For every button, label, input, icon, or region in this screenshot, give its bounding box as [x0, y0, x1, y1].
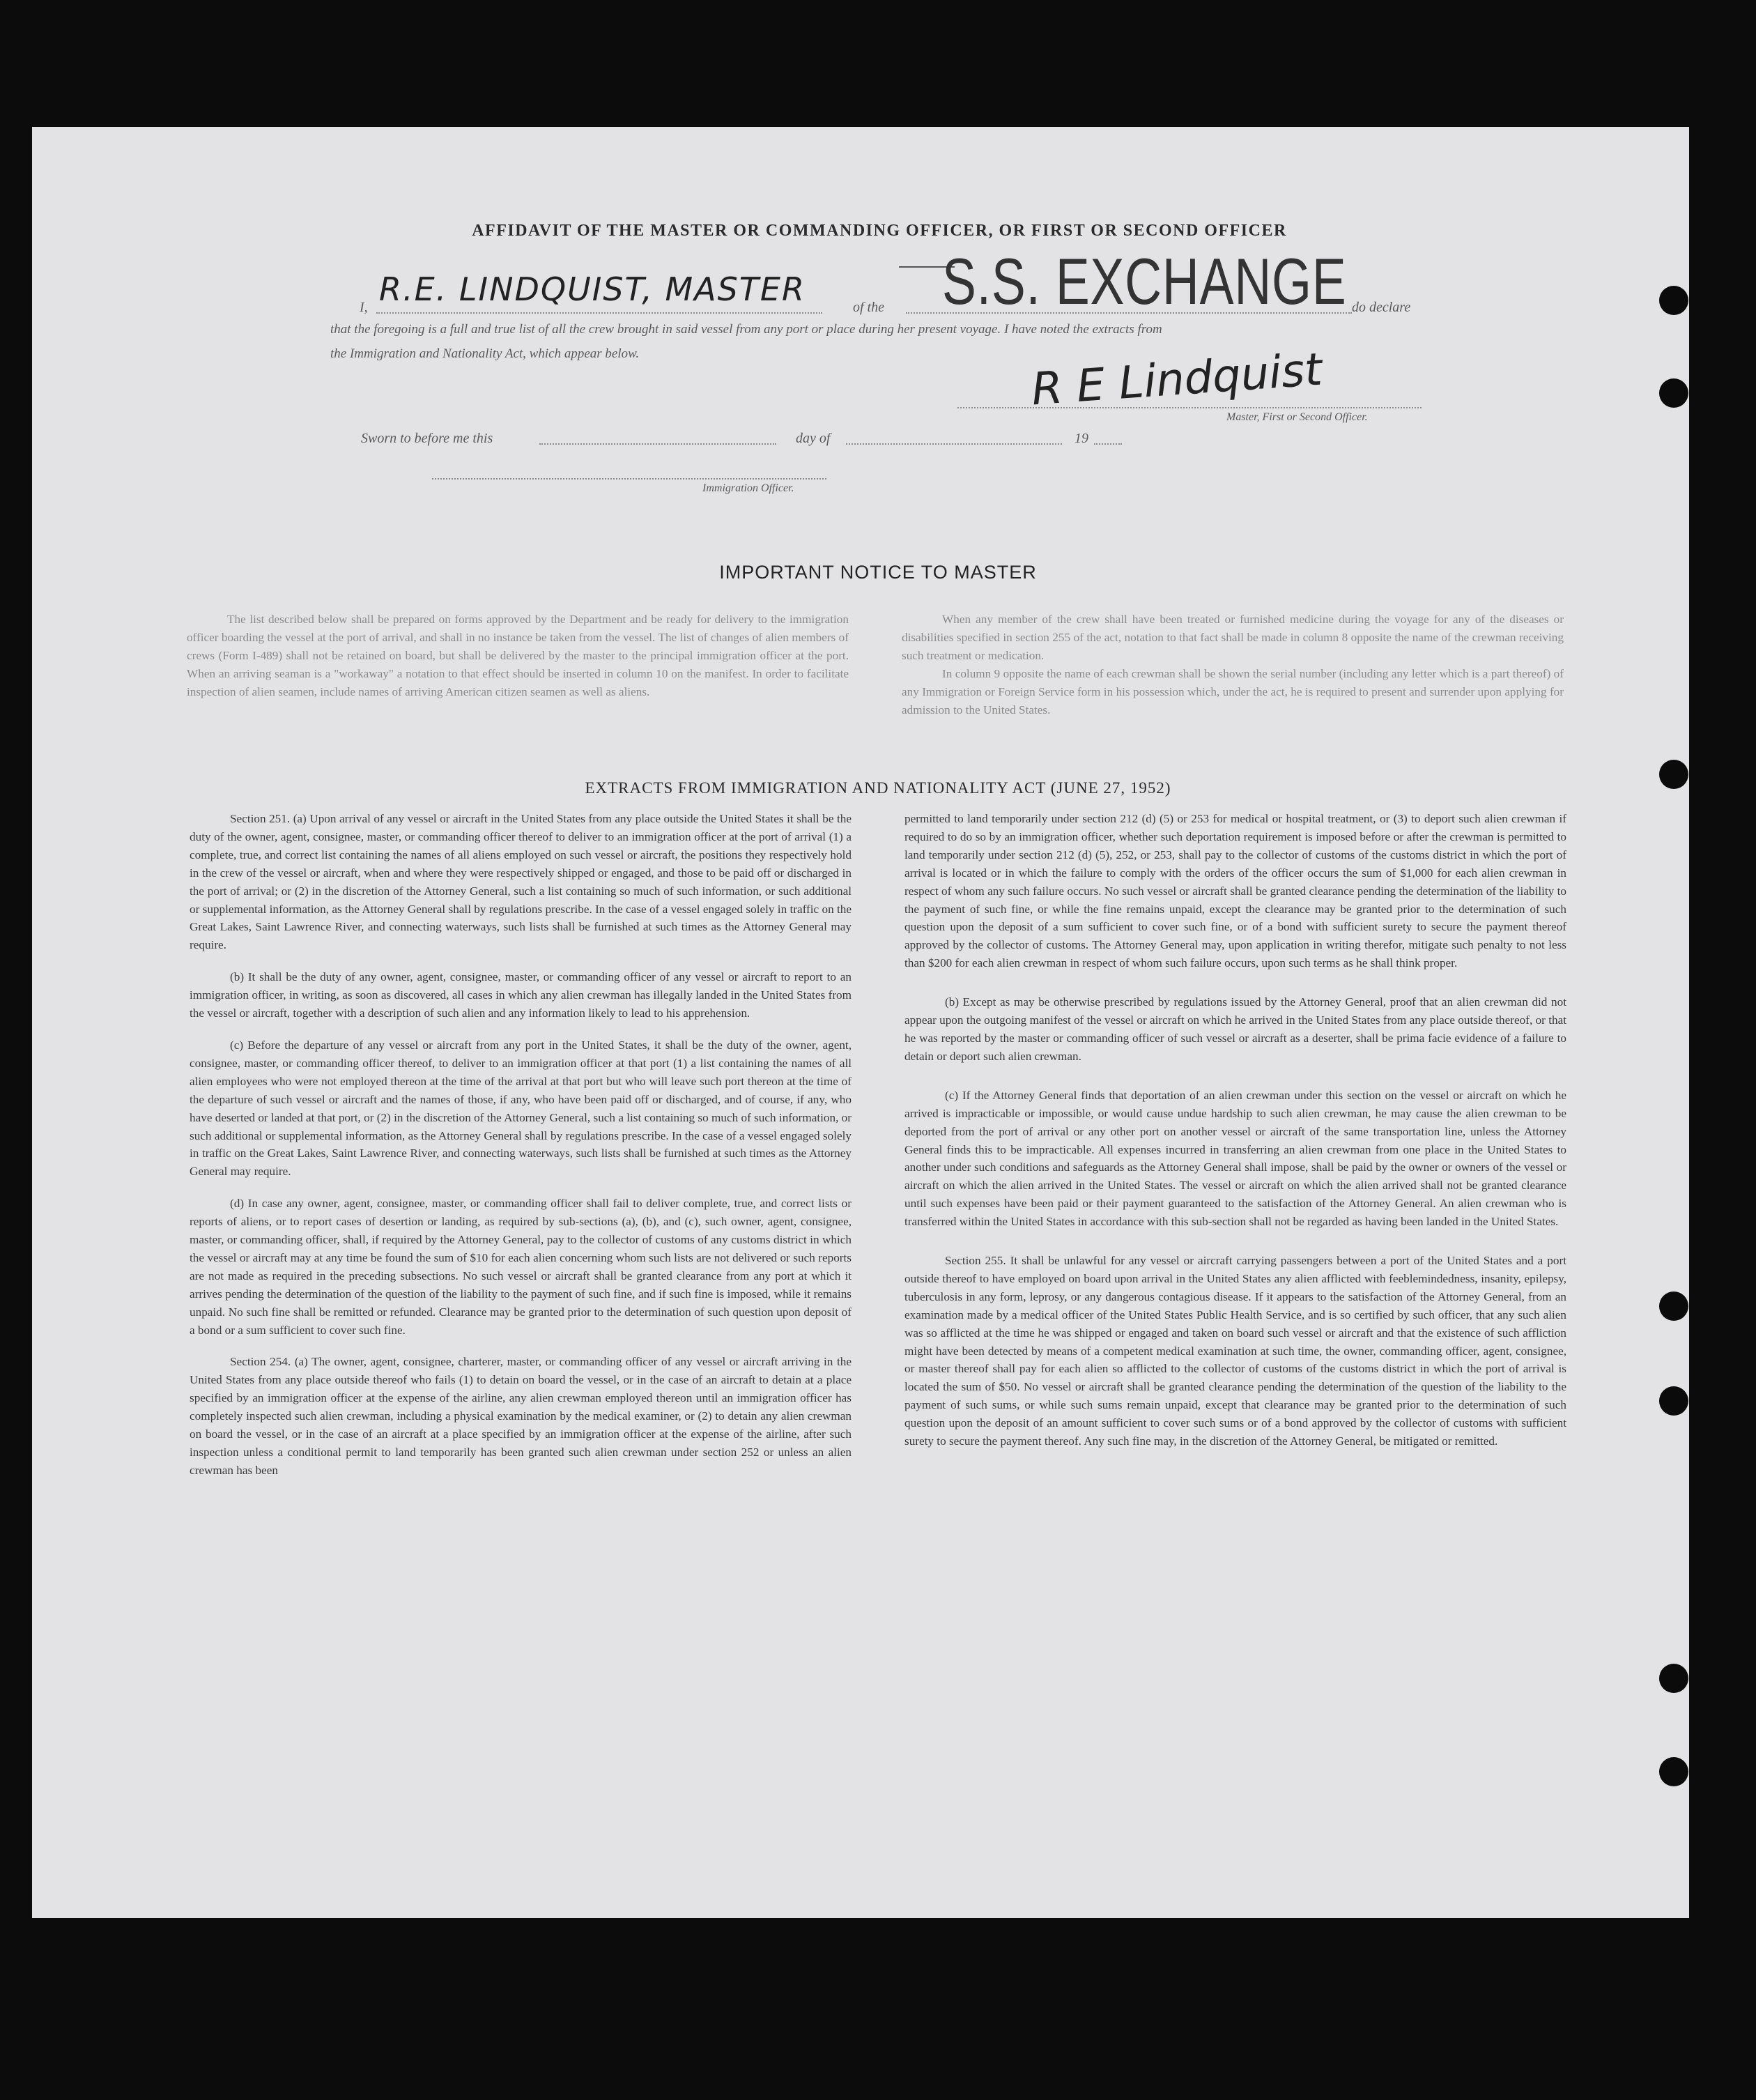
section-251-a: Section 251. (a) Upon arrival of any vessel or aircraft in the United States from any place outside the United States it shall be the duty of the owner, agent, consignee, master, or commanding officer thereof to deliver to an immigration officer at the port of arrival (1) a complete, true, and correct list containing the names of all aliens employed on such vessel or aircraft, the positions they respectively hold in the crew of the vessel or aircraft, when and where they were respectively shipped or engaged, and those to be paid off or discharged in the port of arrival; or (2) in the discretion of the Attorney General, such a list containing so much of such information, or such additional or supplemental information, as the Attorney General shall by regulations prescribe. In the case of a vessel engaged solely in traffic on the Great Lakes, Saint Lawrence River, and connecting waterways, such lists shall be furnished at such times as the Attorney General may require. [190, 812, 852, 952]
section-251-b: (b) It shall be the duty of any owner, agent, consignee, master, or commanding officer of any vessel or aircraft to report to an immigration officer, in writing, as soon as discovered, all cases in which any alien crewman has illegally landed in the United States from the vessel or aircraft, together with a description of such alien and any information likely to lead to his apprehension. [190, 970, 852, 1020]
of-the-label: of the [853, 300, 884, 315]
section-254-c: (c) If the Attorney General finds that deportation of an alien crewman under this section on the vessel or aircraft on which he arrived is impracticable or impossible, or would cause undue hardship to such alien crewman, he may cause the alien crewman to be deported from the port of arrival or any other port on another vessel or aircraft of the same transportation line, unless the Attorney General finds this to be impracticable. All expenses incurred in transferring an alien crewman from one place in the United States to another under such conditions and safeguards as the Attorney General shall impose, shall be paid by the owner or owners of the vessel or aircraft on which the alien arrived in the United States. The vessel or aircraft on which the alien arrived shall not be granted clearance until such expenses have been paid or their payment guaranteed to the satisfaction of the Attorney General. An alien crewman who is transferred within the United States in accordance with this sub-section shall not be regarded as having been landed in the United States. [904, 1088, 1566, 1229]
name-line [376, 312, 822, 314]
extracts-right-column [904, 810, 1566, 1450]
sworn-day-line [539, 443, 776, 445]
notice-left-column [187, 611, 849, 701]
binder-hole [1659, 286, 1688, 315]
binder-hole [1659, 1386, 1688, 1416]
sworn-month-line [846, 443, 1062, 445]
year-line [1094, 443, 1122, 445]
section-254-a: Section 254. (a) The owner, agent, consignee, charterer, master, or commanding officer of any vessel or aircraft arriving in the United States from any place outside thereof who fails (1) to detain on board the vessel, or in the case of an aircraft to detain at a place specified by an immigration officer at the expense of the airline, any alien crewman employed thereon until an immigration officer has completely inspected such alien crewman, including a physical examination by the medical examiner, or (2) to detain any alien crewman on board the vessel, or in the case of an aircraft at a place specified by an immigration officer at the expense of the airline, after such inspection unless a conditional permit to land temporarily has been granted such alien crewman under section 252 or unless an alien crewman has been [190, 1355, 852, 1477]
master-signature: R E Lindquist [1029, 344, 1324, 416]
affidavit-title: AFFIDAVIT OF THE MASTER OR COMMANDING OFFICER, OR FIRST OR SECOND OFFICER [472, 222, 1287, 240]
binder-hole [1659, 1292, 1688, 1321]
extracts-heading: EXTRACTS FROM IMMIGRATION AND NATIONALITY ACT (JUNE 27, 1952) [585, 779, 1171, 797]
section-254-a-continued: permitted to land temporarily under section 212 (d) (5) or 253 for medical or hospital treatment, or (3) to deport such alien crewman if required to do so by an immigration officer, whether such deportation requirement is imposed before or after the crewman is permitted to land temporarily under section 212 (d) (5), 252, or 253, shall pay to the collector of customs of the customs district in which the port of arrival is located or in which the failure to comply with the orders of the officer occurs the sum of $1,000 for each alien crewman in respect of whom any such failure occurs. No such vessel or aircraft shall be granted clearance pending the determination of the liability to the payment of such fine, or while the fine remains unpaid, except the clearance may be granted prior to the determination of such question upon the deposit of a sum sufficient to cover such fine, or of a bond with sufficient surety to secure the payment thereof approved by the collector of customs. The Attorney General may, upon application in writing therefor, mitigate such penalty to not less than $200 for each alien crewman in respect of whom such failure occurs, upon such terms as he shall think proper. [904, 812, 1566, 970]
signature-caption: Master, First or Second Officer. [1226, 411, 1368, 423]
prefix-i: I, [360, 300, 368, 315]
binder-hole [1659, 378, 1688, 408]
handwritten-master-name: R.E. LINDQUIST, MASTER [379, 270, 806, 308]
sworn-text: Sworn to before me this [361, 431, 493, 446]
notice-heading: IMPORTANT NOTICE TO MASTER [719, 562, 1037, 583]
section-255: Section 255. It shall be unlawful for any vessel or aircraft carrying passengers between a port of the United States and a port outside thereof to have employed on board upon arrival in the United States any alien afflicted with feeblemindedness, insanity, epilepsy, tuberculosis in any form, leprosy, or any dangerous contagious disease. If it appears to the satisfaction of the Attorney General, from an examination made by a medical officer of the United States Public Health Service, and is so certified by such officer, that any such alien was so afflicted at the time he was shipped or engaged and taken on board such vessel or aircraft and that the existence of such affliction might have been detected by means of a competent medical examination at such time, the owner, commanding officer, agent, consignee, or master thereof shall pay for each alien so afflicted to the collector of customs of the customs district in which the port of arrival is located the sum of $50. No vessel or aircraft shall be granted clearance pending the determination of the question of the liability to the payment of such sums, or while such sums remain unpaid, except that clearance may be granted prior to the determination of such question upon the deposit of an amount sufficient to cover such sums or of a bond approved by the collector of customs with sufficient surety to secure the payment thereof. Any such fine may, in the discretion of the Attorney General, be mitigated or remitted. [904, 1254, 1566, 1448]
officer-caption: Immigration Officer. [702, 482, 794, 494]
notice-left-paragraph: The list described below shall be prepared on forms approved by the Department and be ready for delivery to the immigration officer boarding the vessel at the port of arrival, and shall in no instance be taken from the vessel. The list of changes of alien members of crews (Form I-489) shall not be retained on board, but shall be delivered by the master to the principal immigration officer at the port. When an arriving seaman is a "workaway" a notation to that effect should be inserted in column 10 on the manifest. In order to facilitate inspection of alien seamen, include names of arriving American citizen seamen as well as aliens. [187, 613, 849, 698]
do-declare-label: do declare [1352, 300, 1411, 315]
year-prefix: 19 [1075, 431, 1088, 446]
notice-right-paragraph-2: In column 9 opposite the name of each crewman shall be shown the serial number (including any letter which is a part thereof) of any Immigration or Foreign Service form in his possession which, under the act, he is required to present and surrender upon applying for admission to the United States. [902, 666, 1564, 716]
declaration-line-1: that the foregoing is a full and true list of all the crew brought in said vessel from any port or place during her present voyage. I have noted the extracts from [330, 322, 1162, 337]
ship-line [906, 312, 1352, 314]
notice-right-column [902, 611, 1564, 719]
section-251-d: (d) In case any owner, agent, consignee, master, or commanding officer shall fail to deliver complete, true, and correct lists or reports of aliens, or to report cases of desertion or landing, as required by sub-sections (a), (b), and (c), such owner, agent, consignee, master, or commanding officer, shall, if required by the Attorney General, pay to the collector of customs of any customs district in which the vessel or aircraft may at any time be found the sum of $10 for each alien concerning whom such lists are not delivered or such reports are not made as required in the preceding subsections. No such vessel or aircraft shall be granted clearance from any port at which it arrives pending the determination of the question of the liability to the payment of such fine, and if such fine is imposed, while it remains unpaid. No such fine shall be remitted or refunded. Clearance may be granted prior to the determination of such question upon deposit of a bond or a sum sufficient to cover such fine. [190, 1197, 852, 1337]
binder-hole [1659, 1757, 1688, 1786]
extracts-left-column [190, 810, 852, 1480]
officer-line [432, 478, 826, 480]
notice-right-paragraph-1: When any member of the crew shall have been treated or furnished medicine during the voyage for any of the diseases or disabilities specified in section 255 of the act, notation to that fact shall be made in column 8 opposite the name of the crewman receiving such treatment or medication. [902, 613, 1564, 662]
declaration-line-2: the Immigration and Nationality Act, which appear below. [330, 346, 640, 361]
binder-hole [1659, 1664, 1688, 1693]
ship-name-stamp: S.S. EXCHANGE [942, 245, 1347, 318]
section-251-c: (c) Before the departure of any vessel or aircraft from any port in the United States, it shall be the duty of the owner, agent, consignee, master, or commanding officer thereof, to deliver to an immigration officer at that port (1) a list containing the names of all alien employees who were not employed thereon at the time of the arrival at that port but who will leave such port thereon at the time of the departure of such vessel or aircraft and the names of those, if any, who have been paid off or discharged, and of course, if any, who have deserted or landed at that port, or (2) in the discretion of the Attorney General, such a list containing so much of such information, or such additional or supplemental information, as the Attorney General shall by regulations prescribe. In the case of a vessel engaged solely in traffic on the Great Lakes, Saint Lawrence River, and connecting waterways, such lists shall be furnished at such times as the Attorney General may require. [190, 1038, 852, 1179]
day-of-label: day of [796, 431, 831, 446]
section-254-b: (b) Except as may be otherwise prescribed by regulations issued by the Attorney General, proof that an alien crewman did not appear upon the outgoing manifest of the vessel or aircraft on which he arrived in the United States from any place outside thereof, or that he was reported by the master or commanding officer of such vessel or aircraft as a deserter, shall be prima facie evidence of a failure to detain or deport such alien crewman. [904, 995, 1566, 1063]
signature-line [957, 407, 1422, 408]
